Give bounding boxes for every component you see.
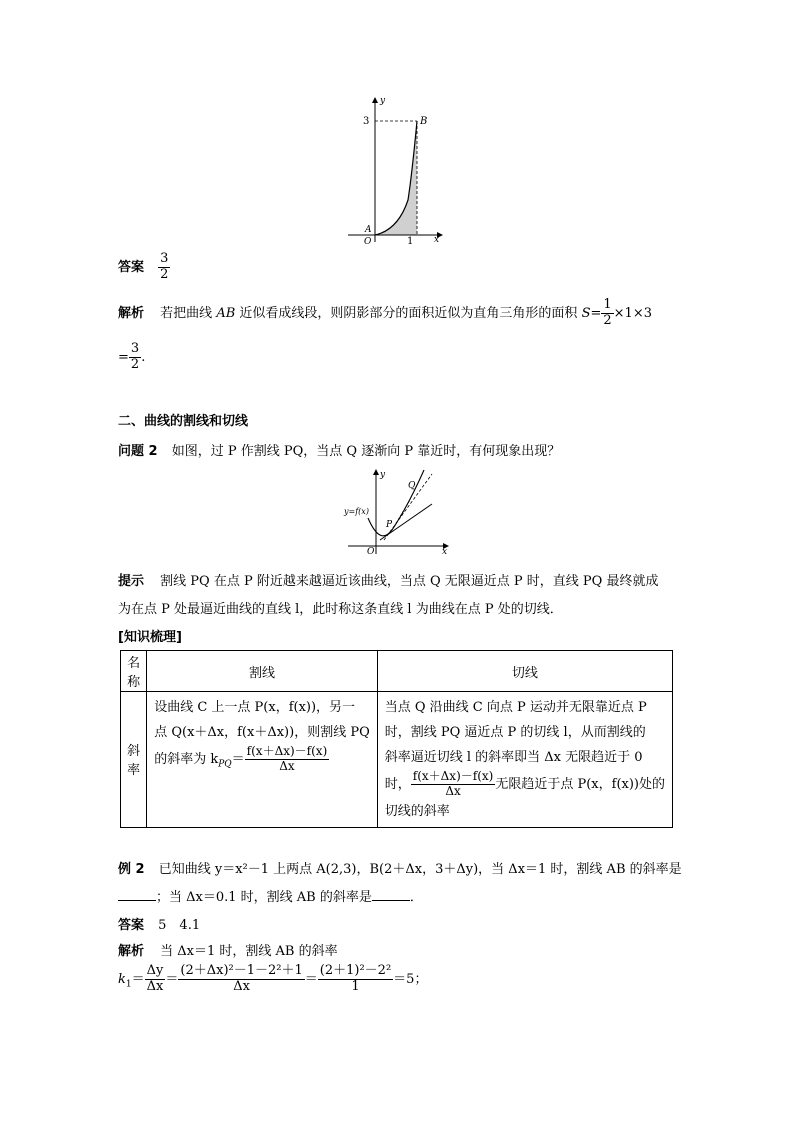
row-label: 斜率 [121,692,147,828]
answer-1 [118,252,170,283]
point-a-label: A [365,225,372,235]
origin-label: O [364,237,372,247]
expanded-fraction: $\frac{\text{(2＋Δx)²－1－2²＋1}}{\Delta x}$ [180,963,303,994]
analysis-1-line1: 解析 若把曲线 AB 近似看成线段，则阴影部分的面积近似为直角三角形的面积 S= $\frac{1}{2}$ ×1×3 [118,297,652,328]
origin-label: O [367,547,375,557]
x-axis-label: x [434,235,440,245]
point-b-label: B [420,116,428,127]
table-row-slope [121,692,673,828]
tangent-cell: 当点 Q 沿曲线 C 向点 P 运动并无限靠近点 P 时，割线 PQ 逼近点 P 的切线 l，从而割线的 斜率逼近切线 l 的斜率即当 Δx 无限趋近于 0 时， $\frac{f(x+\Delta x)-f(x)}{\Delta x}$ 无限趋近于点 P(x，f(x))处的 切线的斜率 [377,692,672,828]
secant-slope-fraction: $\frac{f(x+\Delta x)-f(x)}{\Delta x}$ [246,744,328,773]
y-tick-3: 3 [363,116,370,127]
area-figure [340,92,450,248]
analysis-2-formula: $k_1=$ $\frac{\Delta y}{\Delta x}$ ＝ $\frac{\text{(2＋Δx)²－1－2²＋1}}{\Delta x}$ ＝ $\frac{\text{(2＋1)²－2²}}{1}$ ＝5； [118,963,428,994]
header-tangent: 切线 [377,651,672,692]
secant-cell: 设曲线 C 上一点 P(x，f(x))，另一 点 Q(x＋Δx，f(x＋Δx))，则割线 PQ 的斜率为 $k_{PQ}=$ $\frac{f(x+\Delta x)-f(x)}{\Delta x}$ [147,692,378,828]
y-axis-label: y [380,96,386,106]
table-header-row [121,651,673,692]
half-fraction: $\frac{1}{2}$ [603,297,612,328]
hint-line1: 提示 割线 PQ 在点 P 附近越来越逼近该曲线，当点 Q 无限逼近点 P 时，直线 PQ 最终就成 [118,574,659,589]
example-2-line1: 例 2 已知曲线 y＝x²－1 上两点 A(2,3)，B(2＋Δx，3＋Δy)，当 Δx＝1 时，割线 AB 的斜率是 [118,862,682,877]
y-axis-label: y [380,470,386,480]
answer-2: 答案 5 4.1 [118,918,201,933]
secant-tangent-figure [340,466,455,558]
function-label: y=f(x) [344,507,369,516]
evaluated-fraction: $\frac{\text{(2＋1)²－2²}}{1}$ [319,963,392,994]
example-2-line2: ；当 Δx＝0.1 时，割线 AB 的斜率是 ． [118,886,423,905]
answer-fraction: $\frac{3}{2}$ [160,251,169,282]
answer-label: 答案 [118,259,145,275]
answer-blank-1[interactable] [118,900,156,901]
result-fraction: $\frac{3}{2}$ [130,341,140,372]
header-name: 名称 [121,651,147,692]
point-p-label: P [386,520,393,530]
hint-line2: 为在点 P 处最逼近曲线的直线 l，此时称这条直线 l 为曲线在点 P 处的切线． [118,602,563,617]
header-secant: 割线 [147,651,378,692]
point-q-label: Q [408,481,416,491]
tangent-slope-fraction: $\frac{f(x+\Delta x)-f(x)}{\Delta x}$ [412,769,494,798]
dy-dx-fraction: $\frac{\Delta y}{\Delta x}$ [146,963,164,994]
x-tick-1: 1 [407,236,414,247]
analysis-1-line2: = $\frac{3}{2}$ . [118,341,146,372]
knowledge-heading: [知识梳理] [118,630,182,645]
section-heading: 二、曲线的割线和切线 [118,414,249,429]
analysis-2-line1: 解析 当 Δx＝1 时，割线 AB 的斜率 [118,944,338,959]
question-2: 问题 2 如图，过 P 作割线 PQ，当点 Q 逐渐向 P 靠近时，有何现象出现？ [118,444,561,459]
knowledge-table [120,650,673,828]
answer-blank-2[interactable] [372,900,410,901]
x-axis-label: x [442,547,448,557]
analysis-label: 解析 [118,305,145,321]
